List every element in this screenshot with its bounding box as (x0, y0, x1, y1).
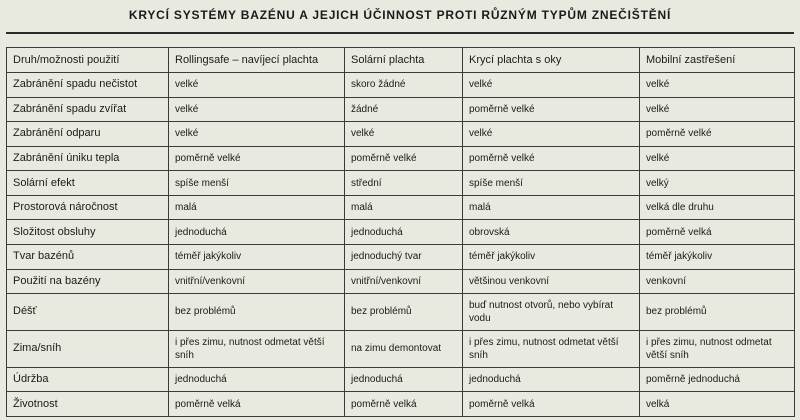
table-cell: spíše menší (169, 171, 345, 196)
row-label: Zabránění odparu (7, 122, 169, 147)
column-header: Solární plachta (345, 48, 463, 73)
table-cell: buď nutnost otvorů, nebo vybírat vodu (463, 294, 640, 331)
table-row (7, 171, 795, 196)
table-cell: poměrně velké (169, 146, 345, 171)
table-cell: jednoduchá (169, 220, 345, 245)
table-cell: téměř jakýkoliv (640, 244, 795, 269)
table-cell: jednoduchá (345, 220, 463, 245)
table-cell: venkovní (640, 269, 795, 294)
table-cell: obrovská (463, 220, 640, 245)
table-cell: téměř jakýkoliv (169, 244, 345, 269)
table-cell: i přes zimu, nutnost odmetat větší sníh (640, 330, 795, 367)
title-divider (6, 32, 794, 34)
table-cell: malá (345, 195, 463, 220)
table-cell: velká (640, 392, 795, 417)
table-cell: i přes zimu, nutnost odmetat větší sníh (169, 330, 345, 367)
table-row (7, 122, 795, 147)
column-header: Druh/možnosti použití (7, 48, 169, 73)
row-label: Údržba (7, 367, 169, 392)
table-cell: bez problémů (640, 294, 795, 331)
table-cell: střední (345, 171, 463, 196)
page-title: KRYCÍ SYSTÉMY BAZÉNU A JEJICH ÚČINNOST PROTI RŮZNÝM TYPŮM ZNEČIŠTĚNÍ (128, 8, 672, 22)
table-cell: poměrně velké (345, 146, 463, 171)
table-cell: poměrně velké (463, 97, 640, 122)
row-label: Zabránění spadu nečistot (7, 73, 169, 98)
row-label: Zabránění spadu zvířat (7, 97, 169, 122)
table-cell: jednoduchá (169, 367, 345, 392)
table-row (7, 244, 795, 269)
table-row (7, 146, 795, 171)
table-cell: skoro žádné (345, 73, 463, 98)
table-row (7, 294, 795, 331)
table-cell: vnitřní/venkovní (169, 269, 345, 294)
table-row (7, 97, 795, 122)
row-label: Déšť (7, 294, 169, 331)
table-row (7, 220, 795, 245)
table-cell: spíše menší (463, 171, 640, 196)
table-row (7, 73, 795, 98)
table-header-row (7, 48, 795, 73)
table-row (7, 195, 795, 220)
table-cell: poměrně velká (345, 392, 463, 417)
table-cell: velké (640, 146, 795, 171)
table-cell: velké (463, 73, 640, 98)
table-cell: žádné (345, 97, 463, 122)
table-cell: i přes zimu, nutnost odmetat větší sníh (463, 330, 640, 367)
table-cell: velký (640, 171, 795, 196)
table-cell: poměrně velká (169, 392, 345, 417)
row-label: Složitost obsluhy (7, 220, 169, 245)
table-cell: malá (463, 195, 640, 220)
table-cell: velké (169, 122, 345, 147)
table-cell: velká dle druhu (640, 195, 795, 220)
table-cell: velké (640, 73, 795, 98)
table-row (7, 367, 795, 392)
table-cell: vnitřní/venkovní (345, 269, 463, 294)
table-row (7, 269, 795, 294)
table-row (7, 392, 795, 417)
table-cell: bez problémů (345, 294, 463, 331)
table-cell: jednoduchá (463, 367, 640, 392)
table-row (7, 330, 795, 367)
row-label: Prostorová náročnost (7, 195, 169, 220)
table-cell: jednoduchý tvar (345, 244, 463, 269)
table-cell: velké (345, 122, 463, 147)
column-header: Rollingsafe – navíjecí plachta (169, 48, 345, 73)
row-label: Životnost (7, 392, 169, 417)
row-label: Tvar bazénů (7, 244, 169, 269)
table-cell: poměrně velké (640, 122, 795, 147)
table-cell: velké (169, 97, 345, 122)
column-header: Krycí plachta s oky (463, 48, 640, 73)
row-label: Solární efekt (7, 171, 169, 196)
table-cell: poměrně jednoduchá (640, 367, 795, 392)
table-cell: jednoduchá (345, 367, 463, 392)
comparison-table (6, 47, 795, 417)
table-cell: velké (169, 73, 345, 98)
row-label: Zima/sníh (7, 330, 169, 367)
table-cell: velké (463, 122, 640, 147)
row-label: Použití na bazény (7, 269, 169, 294)
column-header: Mobilní zastřešení (640, 48, 795, 73)
table-cell: poměrně velká (463, 392, 640, 417)
table-cell: většinou venkovní (463, 269, 640, 294)
table-cell: malá (169, 195, 345, 220)
row-label: Zabránění úniku tepla (7, 146, 169, 171)
table-cell: téměř jakýkoliv (463, 244, 640, 269)
table-cell: bez problémů (169, 294, 345, 331)
table-cell: velké (640, 97, 795, 122)
table-cell: poměrně velké (463, 146, 640, 171)
table-cell: na zimu demontovat (345, 330, 463, 367)
table-cell: poměrně velká (640, 220, 795, 245)
